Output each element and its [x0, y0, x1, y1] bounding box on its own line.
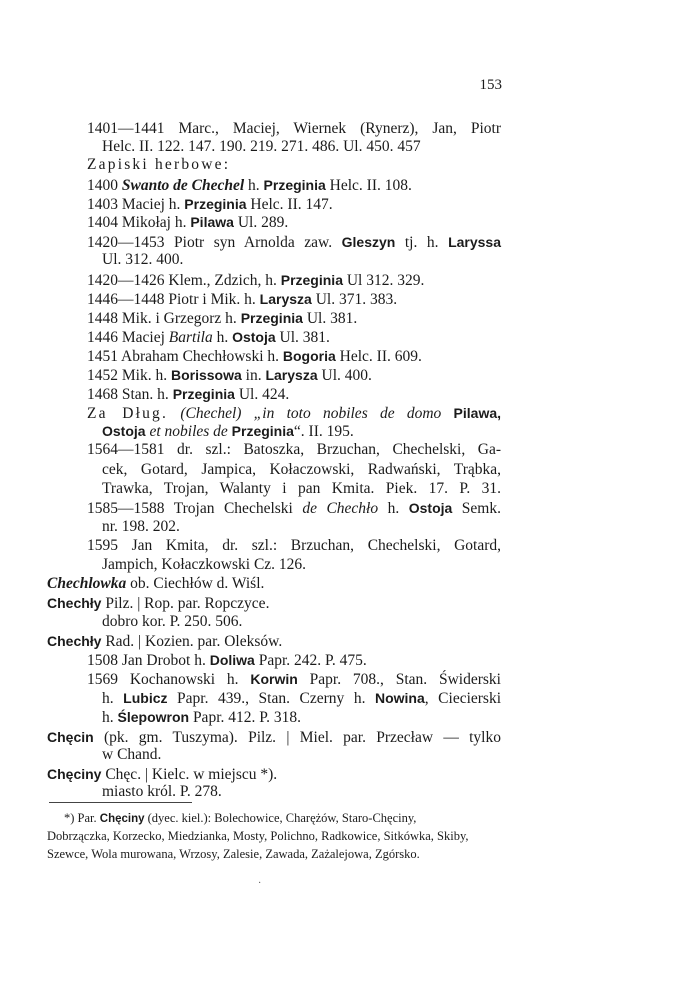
text-line: 1585—1588 Trojan Chechelski de Chechło h. Ostoja Semk. — [87, 500, 501, 517]
text-line: Trawka, Trojan, Walanty i pan Kmita. Piek. 17. P. 31. — [102, 480, 501, 497]
text-line: cek, Gotard, Jampica, Kołaczowski, Radwański, Trąbka, — [102, 461, 501, 478]
text-line: h. Lubicz Papr. 439., Stan. Czerny h. Nowina, Ciecierski — [102, 690, 502, 707]
text-line: 1420—1426 Klem., Zdzich, h. Przeginia Ul 312. 329. — [87, 272, 425, 289]
text-line: 1468 Stan. h. Przeginia Ul. 424. — [87, 386, 290, 403]
text-line: 1451 Abraham Chechłowski h. Bogoria Helc. II. 609. — [87, 348, 422, 365]
text-line: nr. 198. 202. — [102, 518, 180, 535]
text-line: Jampich, Kołaczkowski Cz. 126. — [102, 556, 307, 573]
text-line: Za Dług. (Chechel) „in toto nobiles de domo Pilawa, — [87, 405, 502, 422]
entry-line: Chechły Pilz. | Rop. par. Ropczyce. — [47, 595, 270, 612]
text-line: 1564—1581 dr. szl.: Batoszka, Brzuchan, Chechelski, Ga- — [87, 441, 501, 458]
section-heading: Zapiski herbowe: — [87, 156, 231, 173]
entry-line: Chechlowka ob. Ciechłów d. Wiśl. — [47, 575, 265, 592]
text-line: 1403 Maciej h. Przeginia Helc. II. 147. — [87, 196, 333, 213]
text-line: 1595 Jan Kmita, dr. szl.: Brzuchan, Chechelski, Gotard, — [87, 537, 501, 554]
text-line: 1446 Maciej Bartila h. Ostoja Ul. 381. — [87, 329, 330, 346]
text-line: Ul. 312. 400. — [102, 251, 184, 268]
footnote-line: Dobrzączka, Korzecko, Miedzianka, Mosty, Polichno, Radkowice, Sitkówka, Skiby, — [47, 829, 469, 843]
text-line: 1569 Kochanowski h. Korwin Papr. 708., Stan. Świderski — [87, 671, 501, 688]
footnote-line: Szewce, Wola murowana, Wrzosy, Zalesie, Zawada, Zażalejowa, Zgórsko. — [47, 847, 420, 861]
page-number: 153 — [479, 77, 502, 93]
text-line: 1404 Mikołaj h. Pilawa Ul. 289. — [87, 214, 289, 231]
text-line: h. Ślepowron Papr. 412. P. 318. — [102, 709, 302, 726]
entry-line: Chęcin (pk. gm. Tuszyma). Pilz. | Miel. par. Przecław — tylko — [47, 729, 501, 746]
text-line: Ostoja et nobiles de Przeginia“. II. 195. — [102, 423, 354, 440]
scan-mark: · — [258, 878, 262, 889]
text-line: 1401—1441 Marc., Maciej, Wiernek (Rynerz), Jan, Piotr — [87, 120, 501, 137]
text-line: 1400 Swanto de Chechel h. Przeginia Helc. II. 108. — [87, 177, 412, 194]
text-line: 1446—1448 Piotr i Mik. h. Larysza Ul. 371. 383. — [87, 291, 398, 308]
text-line: 1452 Mik. h. Borissowa in. Larysza Ul. 400. — [87, 367, 372, 384]
footnote-rule — [49, 802, 192, 803]
entry-line: Chęciny Chęc. | Kielc. w miejscu *). — [47, 766, 278, 783]
text-line: 1420—1453 Piotr syn Arnolda zaw. Gleszyn tj. h. Laryssa — [87, 234, 501, 251]
text-line: dobro kor. P. 250. 506. — [102, 613, 243, 630]
text-line: w Chand. — [102, 746, 162, 763]
text-line: 1448 Mik. i Grzegorz h. Przeginia Ul. 381. — [87, 310, 358, 327]
text-line: 1508 Jan Drobot h. Doliwa Papr. 242. P. 475. — [87, 652, 367, 669]
text-line: Helc. II. 122. 147. 190. 219. 271. 486. Ul. 450. 457 — [102, 138, 421, 155]
entry-line: Chechły Rad. | Kozien. par. Oleksów. — [47, 633, 283, 650]
footnote-line: *) Par. Chęciny (dyec. kiel.): Bolechowice, Charężów, Staro-Chęciny, — [64, 811, 417, 825]
text-line: miasto król. P. 278. — [102, 783, 222, 800]
